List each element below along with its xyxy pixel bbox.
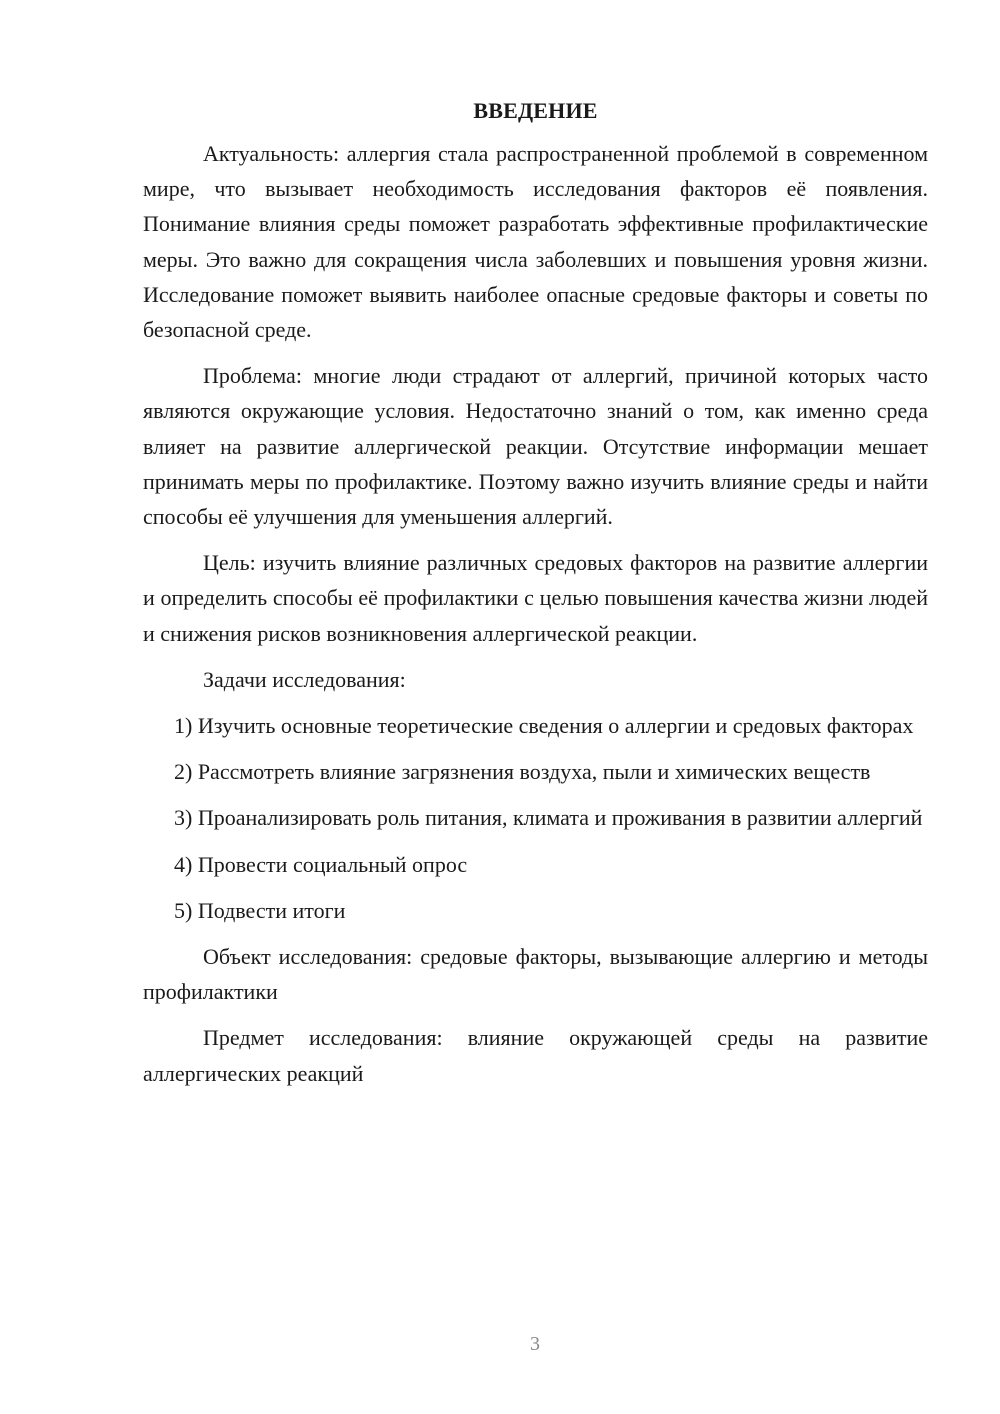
goal-paragraph: Цель: изучить влияние различных средовых факторов на развитие аллергии и определить способы её профилактики с целью повышения качества жизни людей и снижения рисков возникновения аллергической реакции. [143,550,928,646]
document-page [143,96,928,1102]
task-item-3: 3) Проанализировать роль питания, климата и проживания в развитии аллергий [174,805,923,831]
tasks-heading: Задачи исследования: [203,666,406,692]
relevance-paragraph: Актуальность: аллергия стала распространенной проблемой в современном мире, что вызывает необходимость исследования факторов её появления. Понимание влияния среды поможет разработать эффективные профилактические меры. Это важно для сокращения числа заболевших и повышения уровня жизни. Исследование поможет выявить наиболее опасные средовые факторы и советы по безопасной среде. [143,141,928,343]
object-paragraph: Объект исследования: средовые факторы, вызывающие аллергию и методы профилактики [143,944,928,1005]
page-number: 3 [530,1333,540,1355]
subject-paragraph: Предмет исследования: влияние окружающей среды на развитие аллергических реакций [143,1025,928,1086]
task-item-4: 4) Провести социальный опрос [174,851,468,877]
task-item-2: 2) Рассмотреть влияние загрязнения воздуха, пыли и химических веществ [174,759,871,785]
task-item-1: 1) Изучить основные теоретические сведения о аллергии и средовых факторах [174,713,914,739]
problem-paragraph: Проблема: многие люди страдают от аллергий, причиной которых часто являются окружающие условия. Недостаточно знаний о том, как именно среда влияет на развитие аллергической реакции. Отсутствие информации мешает принимать меры по профилактике. Поэтому важно изучить влияние среды и найти способы её улучшения для уменьшения аллергий. [143,363,928,530]
section-title: ВВЕДЕНИЕ [473,98,598,123]
task-item-5: 5) Подвести итоги [174,897,346,923]
